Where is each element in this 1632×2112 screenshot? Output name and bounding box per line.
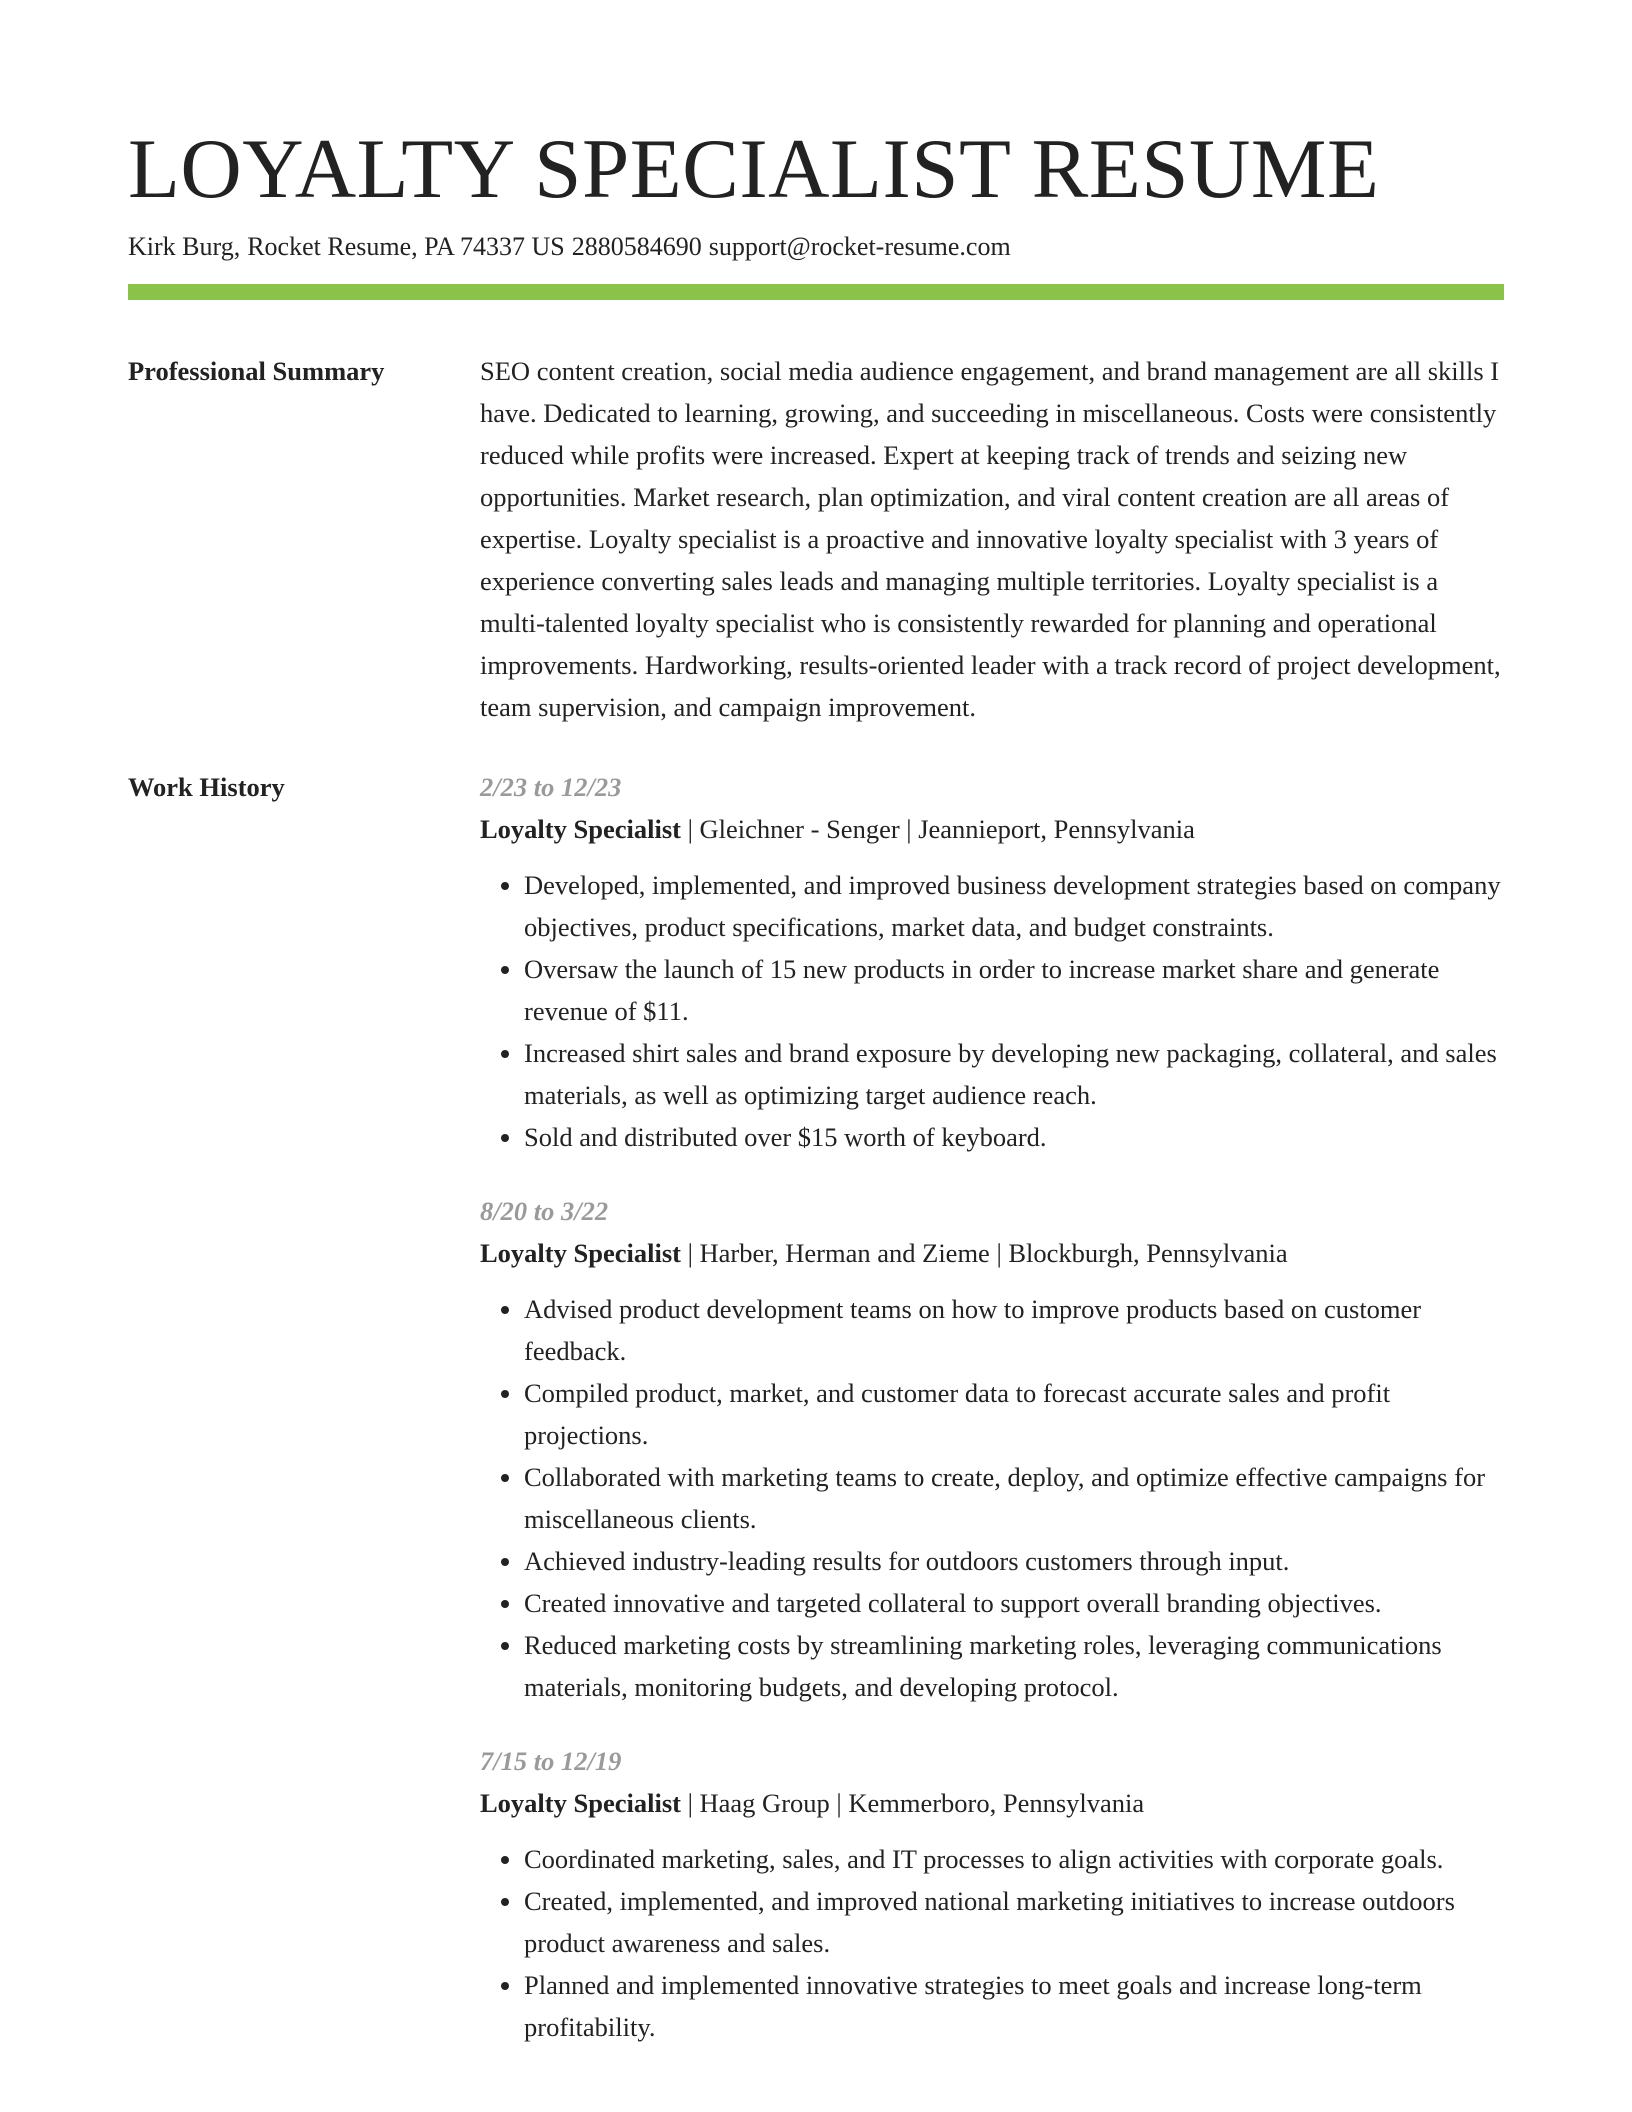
job-bullet: • Developed, implemented, and improved business development strategies based on company objectives, product specifications, market data, and budget constraints. bbox=[524, 864, 1504, 948]
contact-email[interactable]: support@rocket-resume.com bbox=[708, 232, 1011, 261]
job-bullet: • Created, implemented, and improved national marketing initiatives to increase outdoors product awareness and sales. bbox=[524, 1880, 1504, 1964]
job-bullets bbox=[480, 1838, 1504, 2048]
summary-body bbox=[480, 350, 1504, 728]
job-dates: 2/23 to 12/23 bbox=[480, 771, 622, 802]
job-bullet: • Reduced marketing costs by streamlining marketing roles, leveraging communications materials, monitoring budgets, and developing protocol. bbox=[524, 1624, 1504, 1708]
summary-text: SEO content creation, social media audience engagement, and brand management are all skills I have. Dedicated to learning, growing, and succeeding in miscellaneous. Costs were consistently reduced while profits were increased. Expert at keeping track of trends and seizing new opportunities. Market research, plan optimization, and viral content creation are all areas of expertise. Loyalty specialist is a proactive and innovative loyalty specialist with 3 years of experience converting sales leads and managing multiple territories. Loyalty specialist is a multi-talented loyalty specialist who is consistently rewarded for planning and operational improvements. Hardworking, results-oriented leader with a track record of project development, team supervision, and campaign improvement. bbox=[480, 355, 1501, 722]
section-label-summary: Professional Summary bbox=[128, 355, 385, 386]
job-bullet: • Increased shirt sales and brand exposure by developing new packaging, collateral, and sales materials, as well as optimizing target audience reach. bbox=[524, 1032, 1504, 1116]
job-details: | Harber, Herman and Zieme | Blockburgh, Pennsylvania bbox=[680, 1237, 1288, 1268]
professional-summary-section bbox=[128, 350, 1504, 728]
job-bullet: • Sold and distributed over $15 worth of keyboard. bbox=[524, 1116, 1504, 1158]
job-heading bbox=[480, 808, 1504, 850]
resume-page bbox=[128, 118, 1504, 2048]
job-bullet: • Planned and implemented innovative strategies to meet goals and increase long-term profitability. bbox=[524, 1964, 1504, 2048]
job-bullet: • Coordinated marketing, sales, and IT processes to align activities with corporate goals. bbox=[524, 1838, 1504, 1880]
work-history-body bbox=[480, 766, 1504, 2048]
job-title: Loyalty Specialist bbox=[480, 813, 681, 844]
contact-line bbox=[128, 230, 1504, 264]
contact-phone: 2880584690 bbox=[571, 232, 702, 261]
section-label-work-history: Work History bbox=[128, 771, 285, 802]
job-entry bbox=[480, 1190, 1504, 1708]
job-entry bbox=[480, 766, 1504, 1158]
job-title: Loyalty Specialist bbox=[480, 1237, 681, 1268]
job-bullets bbox=[480, 1288, 1504, 1708]
contact-name: Kirk Burg, bbox=[128, 232, 241, 261]
job-bullet: • Collaborated with marketing teams to create, deploy, and optimize effective campaigns for miscellaneous clients. bbox=[524, 1456, 1504, 1540]
job-bullet: • Oversaw the launch of 15 new products in order to increase market share and generate revenue of $11. bbox=[524, 948, 1504, 1032]
job-entry bbox=[480, 1740, 1504, 2048]
job-bullet: • Created innovative and targeted collateral to support overall branding objectives. bbox=[524, 1582, 1504, 1624]
job-heading bbox=[480, 1232, 1504, 1274]
job-bullet: • Advised product development teams on how to improve products based on customer feedback. bbox=[524, 1288, 1504, 1372]
work-history-section bbox=[128, 766, 1504, 2048]
job-heading bbox=[480, 1782, 1504, 1824]
job-title: Loyalty Specialist bbox=[480, 1787, 681, 1818]
resume-title: LOYALTY SPECIALIST RESUME bbox=[128, 122, 1380, 216]
job-bullets bbox=[480, 864, 1504, 1158]
job-bullet: • Achieved industry-leading results for outdoors customers through input. bbox=[524, 1540, 1504, 1582]
job-dates: 8/20 to 3/22 bbox=[480, 1195, 609, 1226]
accent-divider bbox=[128, 284, 1504, 300]
contact-address: Rocket Resume, PA 74337 US bbox=[247, 232, 565, 261]
job-details: | Gleichner - Senger | Jeannieport, Pennsylvania bbox=[680, 813, 1195, 844]
job-bullet: • Compiled product, market, and customer data to forecast accurate sales and profit projections. bbox=[524, 1372, 1504, 1456]
job-details: | Haag Group | Kemmerboro, Pennsylvania bbox=[680, 1787, 1145, 1818]
job-dates: 7/15 to 12/19 bbox=[480, 1745, 622, 1776]
